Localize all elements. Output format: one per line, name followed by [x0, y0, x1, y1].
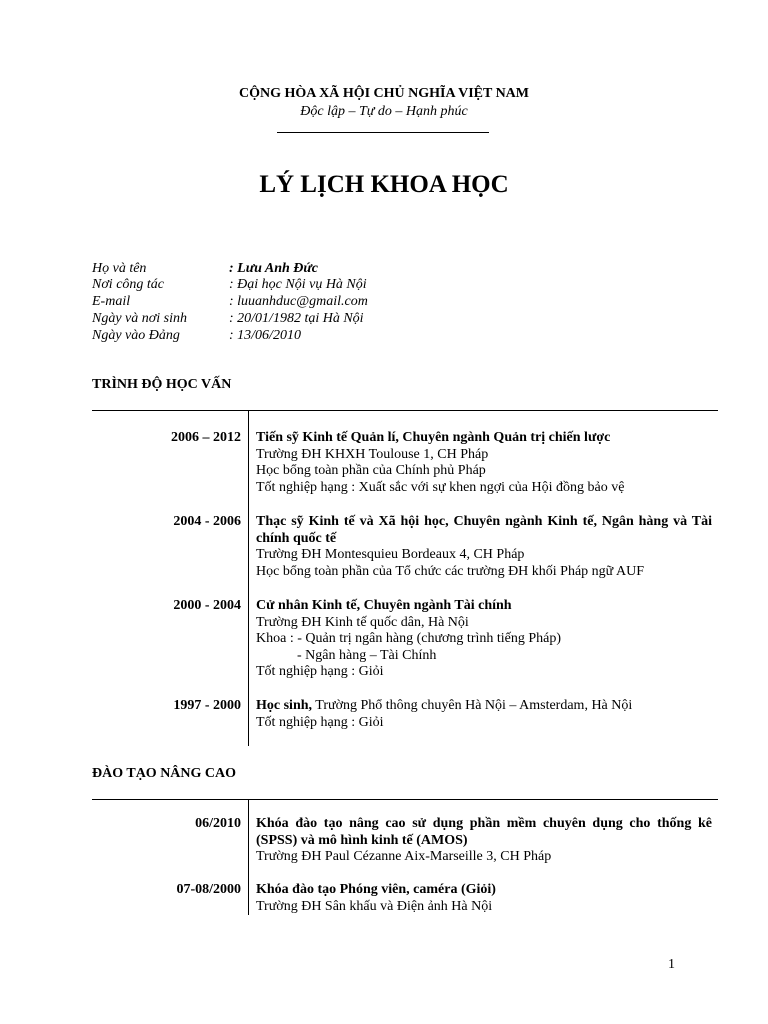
- section-rule: [92, 410, 718, 411]
- info-value: : luuanhduc@gmail.com: [229, 294, 368, 309]
- entry-line: Trường ĐH KHXH Toulouse 1, CH Pháp: [256, 446, 489, 462]
- training-entry: [256, 816, 712, 866]
- entry-years: 2004 - 2006: [173, 514, 241, 529]
- entry-line: - Ngân hàng – Tài Chính: [297, 647, 437, 663]
- entry-title: Khóa đào tạo nâng cao sử dụng phần mềm chuyên dụng cho thống kê (SPSS) và mô hình kinh tế (AMOS): [256, 816, 712, 848]
- info-value: : 13/06/2010: [229, 328, 301, 343]
- timeline-divider: [248, 411, 249, 746]
- education-entry: [256, 430, 712, 496]
- training-entry: [256, 882, 712, 915]
- info-label: E-mail: [92, 294, 131, 309]
- entry-years: 06/2010: [195, 816, 241, 831]
- entry-title: Học sinh,: [256, 698, 313, 713]
- education-entry: [256, 598, 712, 681]
- entry-line: Tốt nghiệp hạng : Giỏi: [256, 664, 384, 680]
- entry-title-line: [256, 698, 712, 715]
- entry-years: 07-08/2000: [176, 882, 241, 897]
- entry-title-rest: Trường Phổ thông chuyên Hà Nội – Amsterdam, Hà Nội: [312, 698, 633, 713]
- entry-line: Khoa : - Quản trị ngân hàng (chương trình tiếng Pháp): [256, 631, 562, 647]
- section-heading-training: ĐÀO TẠO NÂNG CAO: [92, 766, 237, 781]
- timeline-divider: [248, 800, 249, 915]
- document-title: LÝ LỊCH KHOA HỌC: [259, 171, 509, 198]
- entry-line: Trường ĐH Paul Cézanne Aix-Marseille 3, CH Pháp: [256, 849, 552, 865]
- info-label: Nơi công tác: [92, 277, 165, 292]
- info-label: Họ và tên: [92, 261, 147, 276]
- entry-line: Học bổng toàn phần của Chính phủ Pháp: [256, 463, 486, 479]
- entry-years: 1997 - 2000: [173, 698, 241, 713]
- entry-years: 2000 - 2004: [173, 598, 241, 613]
- country-name: CỘNG HÒA XÃ HỘI CHỦ NGHĨA VIỆT NAM: [238, 86, 529, 101]
- entry-line: Tốt nghiệp hạng : Xuất sắc với sự khen ngợi của Hội đồng bảo vệ: [256, 479, 625, 495]
- header-underline: [277, 132, 489, 133]
- info-label: Ngày và nơi sinh: [92, 311, 187, 326]
- entry-line: Học bổng toàn phần của Tổ chức các trường ĐH khối Pháp ngữ AUF: [256, 563, 645, 579]
- info-value: : Đại học Nội vụ Hà Nội: [229, 277, 367, 292]
- section-heading-education: TRÌNH ĐỘ HỌC VẤN: [92, 377, 232, 392]
- entry-title: Thạc sỹ Kinh tế và Xã hội học, Chuyên ngành Kinh tế, Ngân hàng và Tài chính quốc tế: [256, 514, 712, 546]
- entry-line: Trường ĐH Kinh tế quốc dân, Hà Nội: [256, 614, 469, 630]
- info-label: Ngày vào Đảng: [92, 328, 180, 343]
- entry-title: Cử nhân Kinh tế, Chuyên ngành Tài chính: [256, 598, 512, 613]
- education-entry: [256, 698, 712, 731]
- entry-title: Tiến sỹ Kinh tế Quản lí, Chuyên ngành Quản trị chiến lược: [256, 430, 611, 445]
- section-rule: [92, 799, 718, 800]
- info-value: : 20/01/1982 tại Hà Nội: [229, 311, 364, 326]
- national-motto: Độc lập – Tự do – Hạnh phúc: [300, 104, 468, 119]
- entry-line: Trường ĐH Sân khấu và Điện ảnh Hà Nội: [256, 898, 493, 914]
- info-value: : Lưu Anh Đức: [229, 261, 318, 276]
- page-number: 1: [668, 957, 675, 972]
- entry-title: Khóa đào tạo Phóng viên, caméra (Giỏi): [256, 882, 496, 897]
- education-entry: [256, 514, 712, 580]
- entry-line: Trường ĐH Montesquieu Bordeaux 4, CH Pháp: [256, 547, 525, 563]
- entry-line: Tốt nghiệp hạng : Giỏi: [256, 714, 384, 730]
- entry-years: 2006 – 2012: [171, 430, 241, 445]
